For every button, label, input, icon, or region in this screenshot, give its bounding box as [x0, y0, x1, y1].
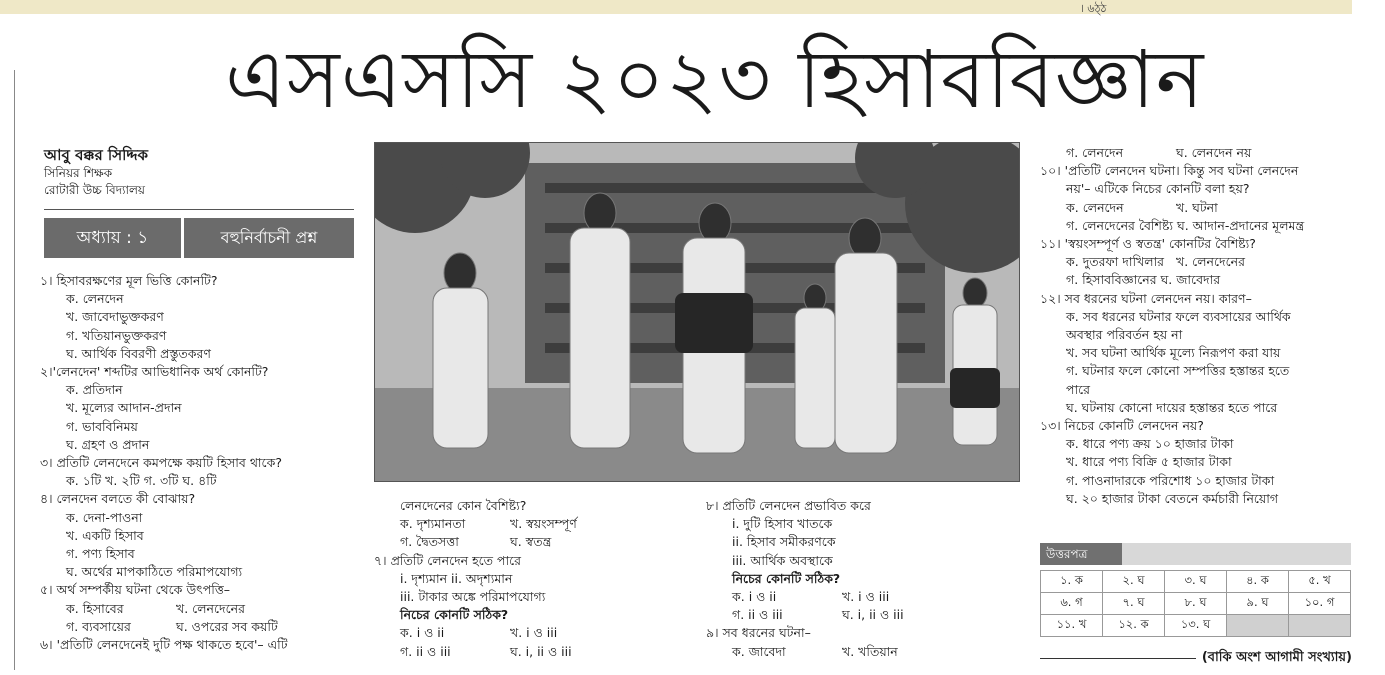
option-text: ক. লেনদেন [1066, 199, 1124, 215]
option-text: iii. আর্থিক অবস্থাকে [732, 552, 833, 568]
answer-sheet-title: উত্তরপত্র [1040, 543, 1122, 565]
top-color-band [0, 0, 1352, 14]
option-pair [40, 600, 370, 618]
author-designation: সিনিয়র শিক্ষক [44, 166, 113, 180]
option-text: ক. হিসাবের [66, 600, 124, 616]
option-text: গ. পণ্য হিসাব [66, 546, 135, 562]
option-text: খ. স্বয়ংসম্পূর্ণ [510, 516, 577, 532]
option-text: ঘ. অর্থের মাপকাঠিতে পরিমাপযোগ্য [66, 564, 243, 580]
option-pair [706, 643, 1026, 661]
option-text: ক. লেনদেন [66, 291, 124, 307]
option-text: খ. i ও iii [510, 625, 558, 641]
question-text: ১০। 'প্রতিটি লেনদেন ঘটনা। কিন্তু সব ঘটনা লেনদেন [1040, 163, 1299, 179]
question-text: ৬। 'প্রতিটি লেনদেনেই দুটি পক্ষ থাকতে হবে'– এটি [40, 637, 288, 653]
students-celebrating-photo [374, 142, 1020, 482]
author-divider [44, 209, 354, 210]
option-pair [374, 643, 694, 661]
question-text: ৮। প্রতিটি লেনদেন প্রভাবিত করে [706, 498, 871, 513]
option-text: গ. দ্বৈতসত্তা [400, 534, 459, 550]
photo-illustration [375, 143, 1019, 481]
option-pair [374, 515, 694, 533]
answer-cell: ৯. ঘ [1227, 593, 1289, 615]
option-text: i. দৃশ্যমান ii. অদৃশ্যমান [400, 570, 513, 586]
question-text: ৪। লেনদেন বলতে কী বোঝায়? [40, 491, 196, 507]
option-text: গ. পাওনাদারকে পরিশোধ ১০ হাজার টাকা [1066, 472, 1275, 488]
option-text: ঘ. গ্রহণ ও প্রদান [66, 436, 150, 452]
option-text: খ. খতিয়ান [842, 643, 898, 659]
option-text: ঘ. ওপরের সব কয়টি [176, 618, 278, 634]
answer-cell: ১১. খ [1041, 615, 1103, 637]
option-text: গ. লেনদেন [1066, 145, 1124, 160]
question-type-label: বহুনির্বাচনী প্রশ্ন [184, 218, 354, 258]
option-text: ক. দুতরফা দাখিলার [1066, 254, 1165, 270]
answer-cell: ১. ক [1041, 571, 1103, 593]
chapter-label: অধ্যায় : ১ [44, 218, 181, 258]
answer-cell [1227, 615, 1289, 637]
option-pair [1040, 253, 1360, 271]
answer-cell [1289, 615, 1351, 637]
questions-column-1 [40, 272, 370, 654]
continuation-text: (বাকি অংশ আগামী সংখ্যায়) [1201, 649, 1352, 665]
answer-cell: ৪. ক [1227, 571, 1289, 593]
option-text: গ. ব্যবসায়ের [66, 618, 131, 634]
answer-row [1041, 615, 1351, 637]
option-text: খ. ধারে পণ্য বিক্রি ৫ হাজার টাকা [1066, 454, 1232, 470]
option-text: ক. i ও ii [732, 589, 777, 605]
option-text: ঘ. i, ii ও iii [842, 607, 904, 623]
page-title: এসএসসি ২০২৩ হিসাববিজ্ঞান [225, 33, 1205, 126]
option-text: i. দুটি হিসাব খাতকে [732, 516, 833, 532]
option-text: ঘ. ২০ হাজার টাকা বেতনে কর্মচারী নিয়োগ [1066, 490, 1279, 506]
author-name: আবু বক্কর সিদ্দিক [44, 146, 149, 164]
option-text: খ. i ও iii [842, 589, 890, 605]
question-text: ১। হিসাবরক্ষণের মূল ভিত্তি কোনটি? [40, 273, 218, 288]
question-text: ৩। প্রতিটি লেনদেনে কমপক্ষে কয়টি হিসাব থাকে? [40, 455, 282, 471]
option-pair [374, 624, 694, 642]
author-school: রোটারী উচ্চ বিদ্যালয় [44, 183, 145, 197]
option-text: খ. একটি হিসাব [66, 527, 144, 543]
option-text: গ. ii ও iii [400, 643, 451, 659]
option-text: গ. খতিয়ানভুক্তকরণ [66, 327, 167, 343]
footer-rule [1040, 658, 1196, 659]
author-block [44, 146, 148, 199]
answer-row [1041, 593, 1351, 615]
answer-cell: ৮. ঘ [1165, 593, 1227, 615]
question-text: ৯। সব ধরনের ঘটনা– [706, 625, 811, 641]
question-text: ১২। সব ধরনের ঘটনা লেনদেন নয়। কারণ– [1040, 290, 1252, 306]
answer-cell: ৩. ঘ [1165, 571, 1227, 593]
question-text: ৫। অর্থ সম্পর্কীয় ঘটনা থেকে উৎপত্তি– [40, 582, 231, 598]
option-text: ঘ. আর্থিক বিবরণী প্রস্তুতকরণ [66, 345, 211, 361]
option-text: গ. ঘটনার ফলে কোনো সম্পত্তির হস্তান্তর হতে [1066, 363, 1290, 379]
answer-cell: ১৩. ঘ [1165, 615, 1227, 637]
option-text: গ. ii ও iii [732, 607, 783, 623]
answer-cell: ১০. গ [1289, 593, 1351, 615]
option-text: খ. লেনদেনের [176, 600, 245, 616]
option-pair [1040, 144, 1360, 162]
question-text: ২।'লেনদেন' শব্দটির আভিধানিক অর্থ কোনটি? [40, 364, 269, 380]
left-column-rule [0, 70, 15, 670]
option-text: গ. হিসাববিজ্ঞানের ঘ. জাবেদার [1066, 272, 1221, 288]
answer-sheet-table [1040, 570, 1351, 637]
option-text: গ. লেনদেনের বৈশিষ্ট্য ঘ. আদান-প্রদানের মূলমন্ত্র [1066, 217, 1305, 233]
option-text: লেনদেনের কোন বৈশিষ্ট্য? [400, 498, 527, 513]
option-text: খ. ঘটনা [1176, 199, 1218, 215]
answer-cell: ১২. ক [1103, 615, 1165, 637]
option-text: ঘ. লেনদেন নয় [1176, 145, 1252, 160]
answer-cell: ৬. গ [1041, 593, 1103, 615]
option-text: গ. ভাববিনিময় [66, 418, 138, 434]
option-text: ক. ১টি খ. ২টি গ. ৩টি ঘ. ৪টি [66, 473, 217, 489]
answer-sheet-header [1040, 543, 1351, 565]
option-text: ক. দেনা-পাওনা [66, 509, 143, 525]
question-text: ৭। প্রতিটি লেনদেন হতে পারে [374, 552, 522, 568]
page-number: । ৬ঠ্ঠ [1080, 2, 1107, 15]
option-text: নয়'– এটিকে নিচের কোনটি বলা হয়? [1066, 181, 1250, 197]
questions-column-4 [1040, 144, 1360, 508]
answer-row [1041, 571, 1351, 593]
option-pair [706, 606, 1026, 624]
option-text: ক. দৃশ্যমানতা [400, 516, 466, 532]
option-text: ii. হিসাব সমীকরণকে [732, 534, 836, 550]
option-text: ঘ. স্বতন্ত্র [510, 534, 552, 550]
option-text: অবস্থার পরিবর্তন হয় না [1066, 327, 1183, 343]
option-text: ক. জাবেদা [732, 643, 786, 659]
option-text: ক. প্রতিদান [66, 382, 123, 398]
question-text: ১৩। নিচের কোনটি লেনদেন নয়? [1040, 418, 1204, 434]
option-text: ক. সব ধরনের ঘটনার ফলে ব্যবসায়ের আর্থিক [1066, 308, 1291, 324]
option-text: খ. লেনদেনের [1176, 254, 1245, 270]
option-pair [40, 618, 370, 636]
continuation-note [1040, 648, 1352, 668]
option-pair [374, 533, 694, 551]
chapter-banner [44, 218, 354, 258]
option-text: ঘ. ঘটনায় কোনো দায়ের হস্তান্তর হতে পারে [1066, 399, 1278, 415]
option-text: খ. মূল্যের আদান-প্রদান [66, 400, 182, 416]
option-pair [706, 588, 1026, 606]
option-text: পারে [1066, 381, 1091, 397]
option-pair [1040, 199, 1360, 217]
question-text: ১১। 'স্বয়ংসম্পূর্ণ ও স্বতন্ত্র' কোনটির বৈশিষ্ট্য? [1040, 236, 1256, 252]
option-text: ঘ. i, ii ও iii [510, 643, 572, 659]
answer-cell: ৫. খ [1289, 571, 1351, 593]
option-text: ক. i ও ii [400, 625, 445, 641]
questions-column-3 [706, 497, 1026, 661]
answer-cell: ২. ঘ [1103, 571, 1165, 593]
option-text: খ. সব ঘটনা আর্থিক মূল্যে নিরূপণ করা যায় [1066, 345, 1281, 361]
answer-cell: ৭. ঘ [1103, 593, 1165, 615]
option-text: iii. টাকার অঙ্কে পরিমাপযোগ্য [400, 589, 546, 605]
prompt-text: নিচের কোনটি সঠিক? [400, 607, 509, 623]
prompt-text: নিচের কোনটি সঠিক? [732, 570, 841, 586]
option-text: খ. জাবেদাভুক্তকরণ [66, 309, 164, 325]
option-text: ক. ধারে পণ্য ক্রয় ১০ হাজার টাকা [1066, 436, 1234, 452]
questions-column-2 [374, 497, 694, 661]
